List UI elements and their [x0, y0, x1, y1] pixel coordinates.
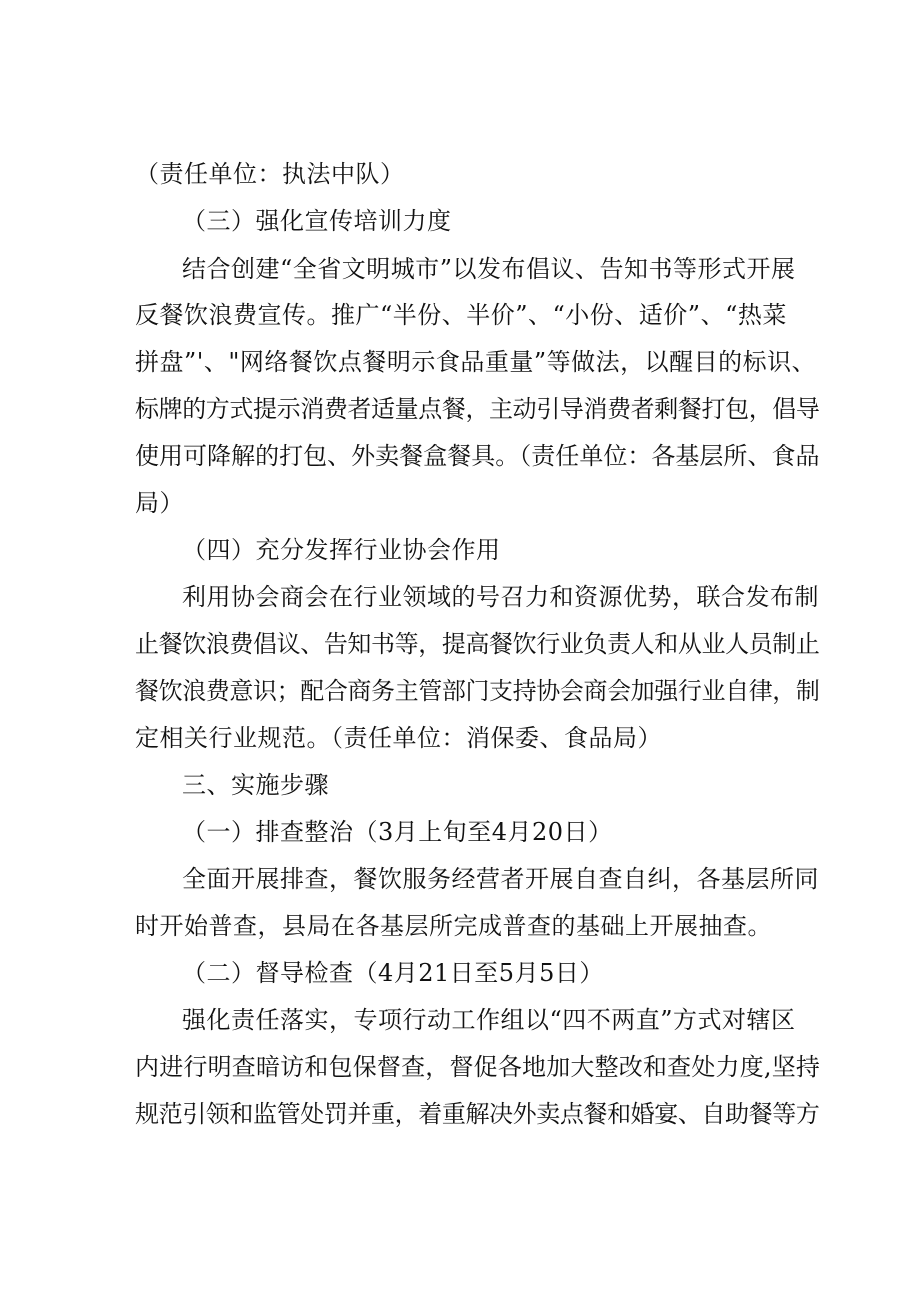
text-line: 拼盘”'、"网络餐饮点餐明示食品重量”等做法，以醒目的标识、: [135, 348, 817, 376]
text-line: 利用协会商会在行业领域的号召力和资源优势，联合发布制: [182, 583, 819, 611]
text-line: 反餐饮浪费宣传。推广“半份、半价”、“小份、适价”、“热菜: [135, 301, 787, 329]
text-line: 使用可降解的打包、外卖餐盒餐具。（责任单位：各基层所、食品: [135, 442, 820, 470]
section-heading: （四）充分发挥行业协会作用: [182, 536, 501, 564]
text-line: 止餐饮浪费倡议、告知书等，提高餐饮行业负责人和从业人员制止: [135, 630, 820, 658]
text-line: 标牌的方式提示消费者适量点餐，主动引导消费者剩餐打包，倡导: [135, 395, 820, 423]
text-line: 定相关行业规范。（责任单位：消保委、食品局）: [135, 724, 662, 752]
text-line: （责任单位：执法中队）: [135, 160, 405, 188]
text-line: 餐饮浪费意识；配合商务主管部门支持协会商会加强行业自律，制: [135, 677, 820, 705]
section-heading: （一）排查整治（3月上旬至4月20日）: [182, 818, 613, 846]
section-heading: （二）督导检查（4月21日至5月5日）: [182, 959, 604, 987]
text-line: 内进行明查暗访和包保督查，督促各地加大整改和查处力度,坚持: [135, 1053, 821, 1081]
text-line: 全面开展排查，餐饮服务经营者开展自查自纠，各基层所同: [182, 865, 819, 893]
text-line: 结合创建“全省文明城市”以发布倡议、告知书等形式开展: [182, 255, 796, 283]
text-line: 强化责任落实，专项行动工作组以“四不两直”方式对辖区: [182, 1006, 796, 1034]
section-heading: 三、实施步骤: [182, 771, 329, 799]
text-line: 规范引领和监管处罚并重，着重解决外卖点餐和婚宴、自助餐等方: [135, 1100, 820, 1128]
section-heading: （三）强化宣传培训力度: [182, 207, 452, 235]
text-line: 局）: [135, 489, 184, 517]
text-line: 时开始普查，县局在各基层所完成普查的基础上开展抽查。: [135, 912, 772, 940]
